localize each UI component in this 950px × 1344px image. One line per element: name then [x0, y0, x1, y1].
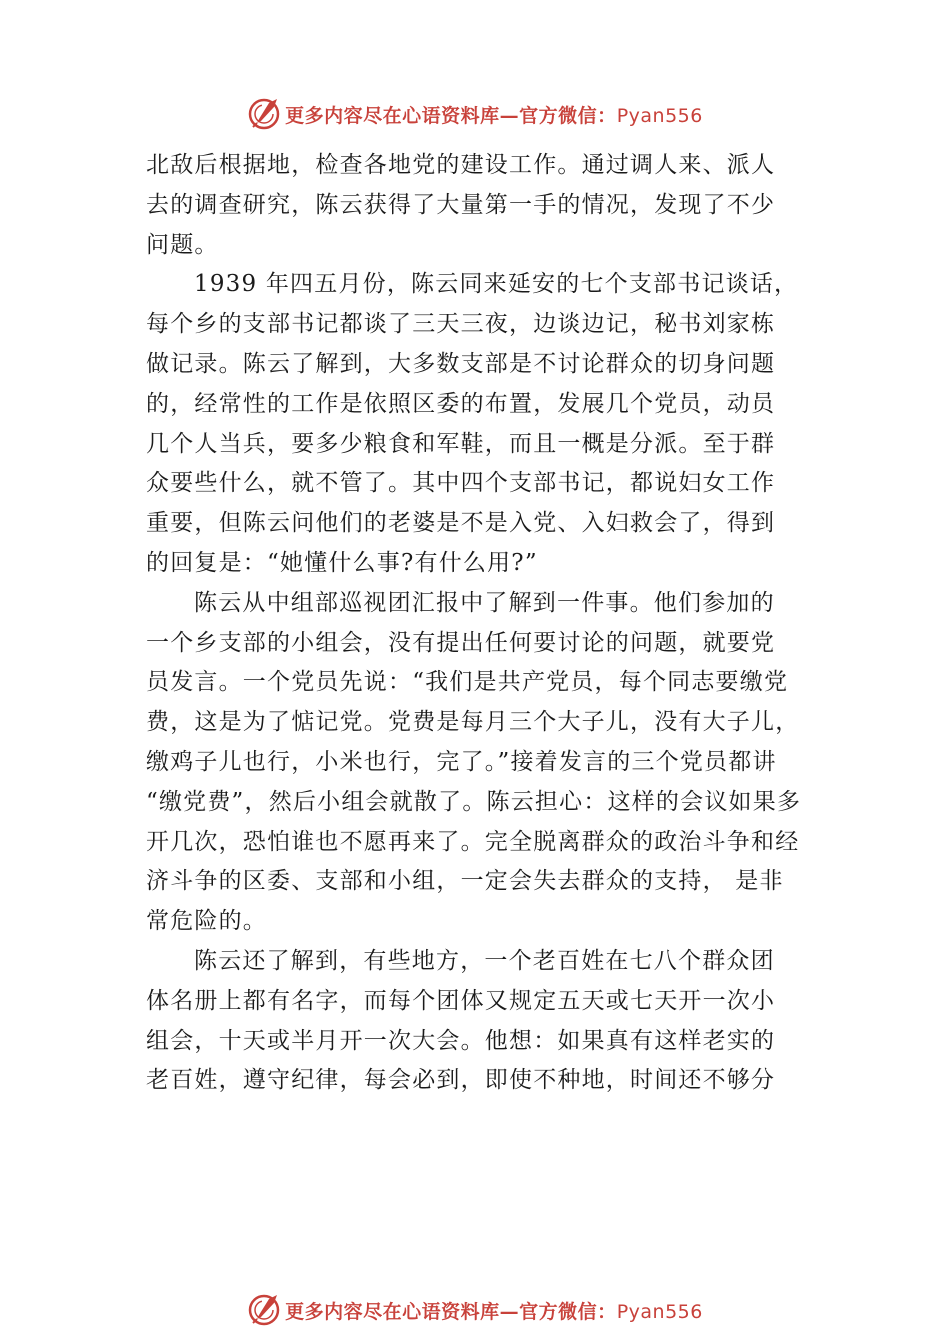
text-line: “缴党费”，然后小组会就散了。陈云担心：这样的会议如果多 — [146, 788, 802, 815]
header-banner-text — [285, 101, 703, 128]
text-line: 问题。 — [146, 231, 219, 258]
header-banner-dash: — — [499, 104, 520, 127]
text-line: 常危险的。 — [146, 908, 267, 935]
text-line: 体名册上都有名字，而每个团体又规定五天或七天开一次小 — [146, 987, 776, 1014]
text-line: 几个人当兵，要多少粮食和军鞋，而且一概是分派。至于群 — [146, 430, 776, 457]
paragraph-2 — [146, 265, 816, 583]
text-line: 1939 年四五月份，陈云同来延安的七个支部书记谈话， — [194, 271, 799, 298]
text-line: 的，经常性的工作是依照区委的布置，发展几个党员，动员 — [146, 390, 776, 417]
text-line: 做记录。陈云了解到，大多数支部是不讨论群众的切身问题 — [146, 350, 776, 377]
footer-banner-dash: — — [499, 1300, 520, 1323]
text-line: 开几次，恐怕谁也不愿再来了。完全脱离群众的政治斗争和经 — [146, 828, 800, 855]
footer-banner — [0, 1290, 950, 1330]
paragraph-4 — [146, 942, 816, 1101]
footer-banner-wechat-label: 官方微信： — [519, 1300, 617, 1323]
text-line: 陈云还了解到，有些地方，一个老百姓在七八个群众团 — [194, 947, 775, 974]
footer-banner-wechat-id: Pyan556 — [616, 1300, 703, 1323]
pen-logo-icon — [247, 1293, 281, 1327]
text-line: 重要，但陈云问他们的老婆是不是入党、入妇救会了，得到 — [146, 510, 776, 537]
text-line: 员发言。一个党员先说：“我们是共产党员，每个同志要缴党 — [146, 669, 789, 696]
paragraph-1 — [146, 146, 816, 265]
header-banner-main: 更多内容尽在心语资料库 — [285, 104, 500, 127]
text-line: 的回复是：“她懂什么事?有什么用?” — [146, 549, 538, 576]
pen-logo-icon — [247, 97, 281, 131]
text-line: 众要些什么，就不管了。其中四个支部书记，都说妇女工作 — [146, 470, 776, 497]
text-line: 每个乡的支部书记都谈了三天三夜，边谈边记，秘书刘家栋 — [146, 311, 776, 338]
text-line: 组会，十天或半月开一次大会。他想：如果真有这样老实的 — [146, 1027, 776, 1054]
text-line: 陈云从中组部巡视团汇报中了解到一件事。他们参加的 — [194, 589, 775, 616]
document-body — [146, 146, 816, 1101]
text-line: 老百姓，遵守纪律，每会必到，即使不种地，时间还不够分 — [146, 1067, 776, 1094]
text-line: 一个乡支部的小组会，没有提出任何要讨论的问题，就要党 — [146, 629, 776, 656]
text-line: 北敌后根据地，检查各地党的建设工作。通过调人来、派人 — [146, 152, 776, 178]
text-line: 缴鸡子儿也行，小米也行，完了。”接着发言的三个党员都讲 — [146, 748, 777, 775]
footer-banner-main: 更多内容尽在心语资料库 — [285, 1300, 500, 1323]
header-banner — [0, 94, 950, 134]
text-line: 济斗争的区委、支部和小组，一定会失去群众的支持， 是非 — [146, 868, 784, 895]
footer-banner-text — [285, 1297, 703, 1324]
header-banner-wechat-label: 官方微信： — [519, 104, 617, 127]
paragraph-3 — [146, 584, 816, 942]
text-line: 费，这是为了惦记党。党费是每月三个大子儿，没有大子儿， — [146, 709, 800, 736]
text-line: 去的调查研究，陈云获得了大量第一手的情况，发现了不少 — [146, 191, 776, 218]
header-banner-wechat-id: Pyan556 — [616, 104, 703, 127]
